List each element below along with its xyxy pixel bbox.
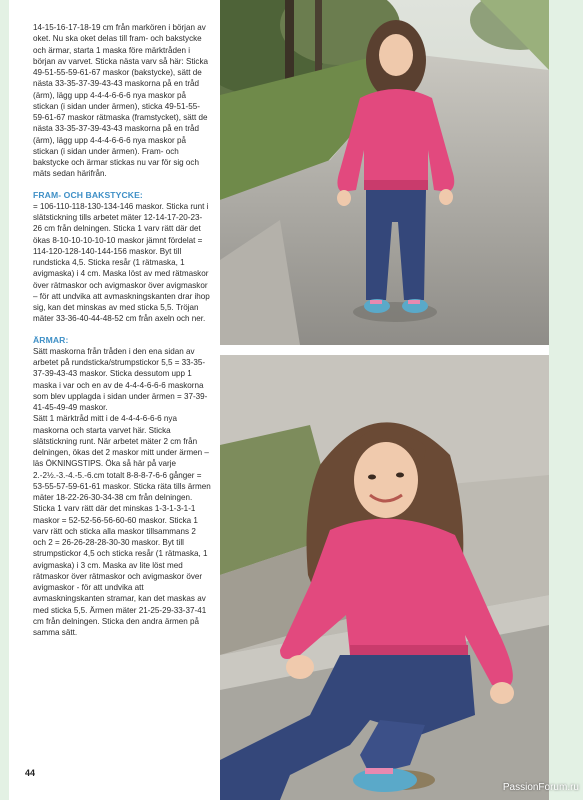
photo-girl-standing	[220, 0, 549, 345]
intro-paragraph: 14-15-16-17-18-19 cm från markören i början av oket. Nu ska oket delas till fram- och bakstycke och ärmar, starta 1 maska före märktråden i början av varvet. Sticka nästa varv så här: Sticka 49-51-55-59-61-67 maskor (bakstycke), sätt de nästa 33-35-37-39-43-43 maskorna på en tråd (ärm), lägg upp 4-4-4-6-6-6 nya maskor på stickan (i sidan under ärmen), sticka 49-51-55-59-61-67 maskor rätmaska (framstycket), sätt de nästa 33-35-37-39-43-43 maskorna på en tråd (ärm), lägg upp 4-4-4-6-6-6 nya maskor på stickan (i sidan under ärmen). Fram- och bakstycke och ärmar stickas nu var för sig och mäts sedan härifrån.	[33, 23, 208, 179]
page-edge-right	[549, 0, 583, 800]
watermark: PassionForum.ru	[502, 782, 579, 793]
photo-girl-sitting	[220, 355, 549, 800]
pattern-text-column	[33, 22, 211, 638]
page-number: 44	[25, 768, 36, 778]
sleeves-heading: ÄRMAR:	[33, 334, 69, 345]
sleeves-paragraph-1: Sätt maskorna från tråden i den ena sidan av arbetet på rundsticka/strumpstickor 5,5 = 33-35-37-39-43-43 maskor. Sticka dessutom upp 1 maska i var och en av de 4-4-4-6-6-6 maskorna som blev upplagda i sidan under ärmen = 37-39-41-45-49-49 maskor.	[33, 346, 208, 412]
page-edge-left	[0, 0, 9, 800]
photo-girl-standing-illustration	[220, 0, 549, 345]
body-heading: FRAM- OCH BAKSTYCKE:	[33, 189, 143, 200]
sleeves-paragraph-2: Sätt 1 märktråd mitt i de 4-4-4-6-6-6 nya maskorna och starta varvet här. Sticka slätstickning runt. När arbetet mäter 2 cm från delningen, ökas det 2 maskor mitt under ärmen – läs ÖKNINGSTIPS. Öka så här på varje 2.-2½.-3.-4.-5.-6.cm totalt 8-8-8-7-6-6 gånger = 53-55-57-59-61-61 maskor. Sticka räta tills ärmen mäter 18-22-26-30-34-38 cm från delningen. Sticka 1 varv rätt där det minskas 1-3-1-3-1-1 maskor = 52-52-56-56-60-60 maskor. Sticka 1 varv rätt och sticka alla maskor tillsammans 2 och 2 = 26-26-28-28-30-30 maskor. Byt till strumpstickor 4,5 och sticka resår (1 rätmaska, 1 avigmaska) i 3 cm. Maska av lite löst med rätmaskor över rätmaskor och avigmaskor över avigmaskor - för att undvika att avmaskningskanten stramar, kan det maskas av med sticka 5,5. Ärmen mäter 21-25-29-33-37-41 cm från delningen. Sticka den andra ärmen på samma sätt.	[33, 414, 211, 637]
body-paragraph: = 106-110-118-130-134-146 maskor. Sticka runt i slätstickning tills arbetet mäter 12-14-17-20-23-26 cm från delningen. Sticka 1 varv rätt där det ökas 8-10-10-10-10-10 maskor jämnt fördelat = 114-120-128-140-144-156 maskor. Byt till rundsticka 4,5. Sticka resår (1 rätmaska, 1 avigmaska) i 4 cm. Maska löst av med rätmaskor över rätmaskor och avigmaskor över avigmaskor – för att undvika att avmaskningskanten drar ihop sig, kan det minskas av med sticka 5,5. Tröjan mäter 33-36-40-44-48-52 cm från axeln och ner.	[33, 201, 210, 324]
photo-girl-sitting-illustration	[220, 355, 549, 800]
